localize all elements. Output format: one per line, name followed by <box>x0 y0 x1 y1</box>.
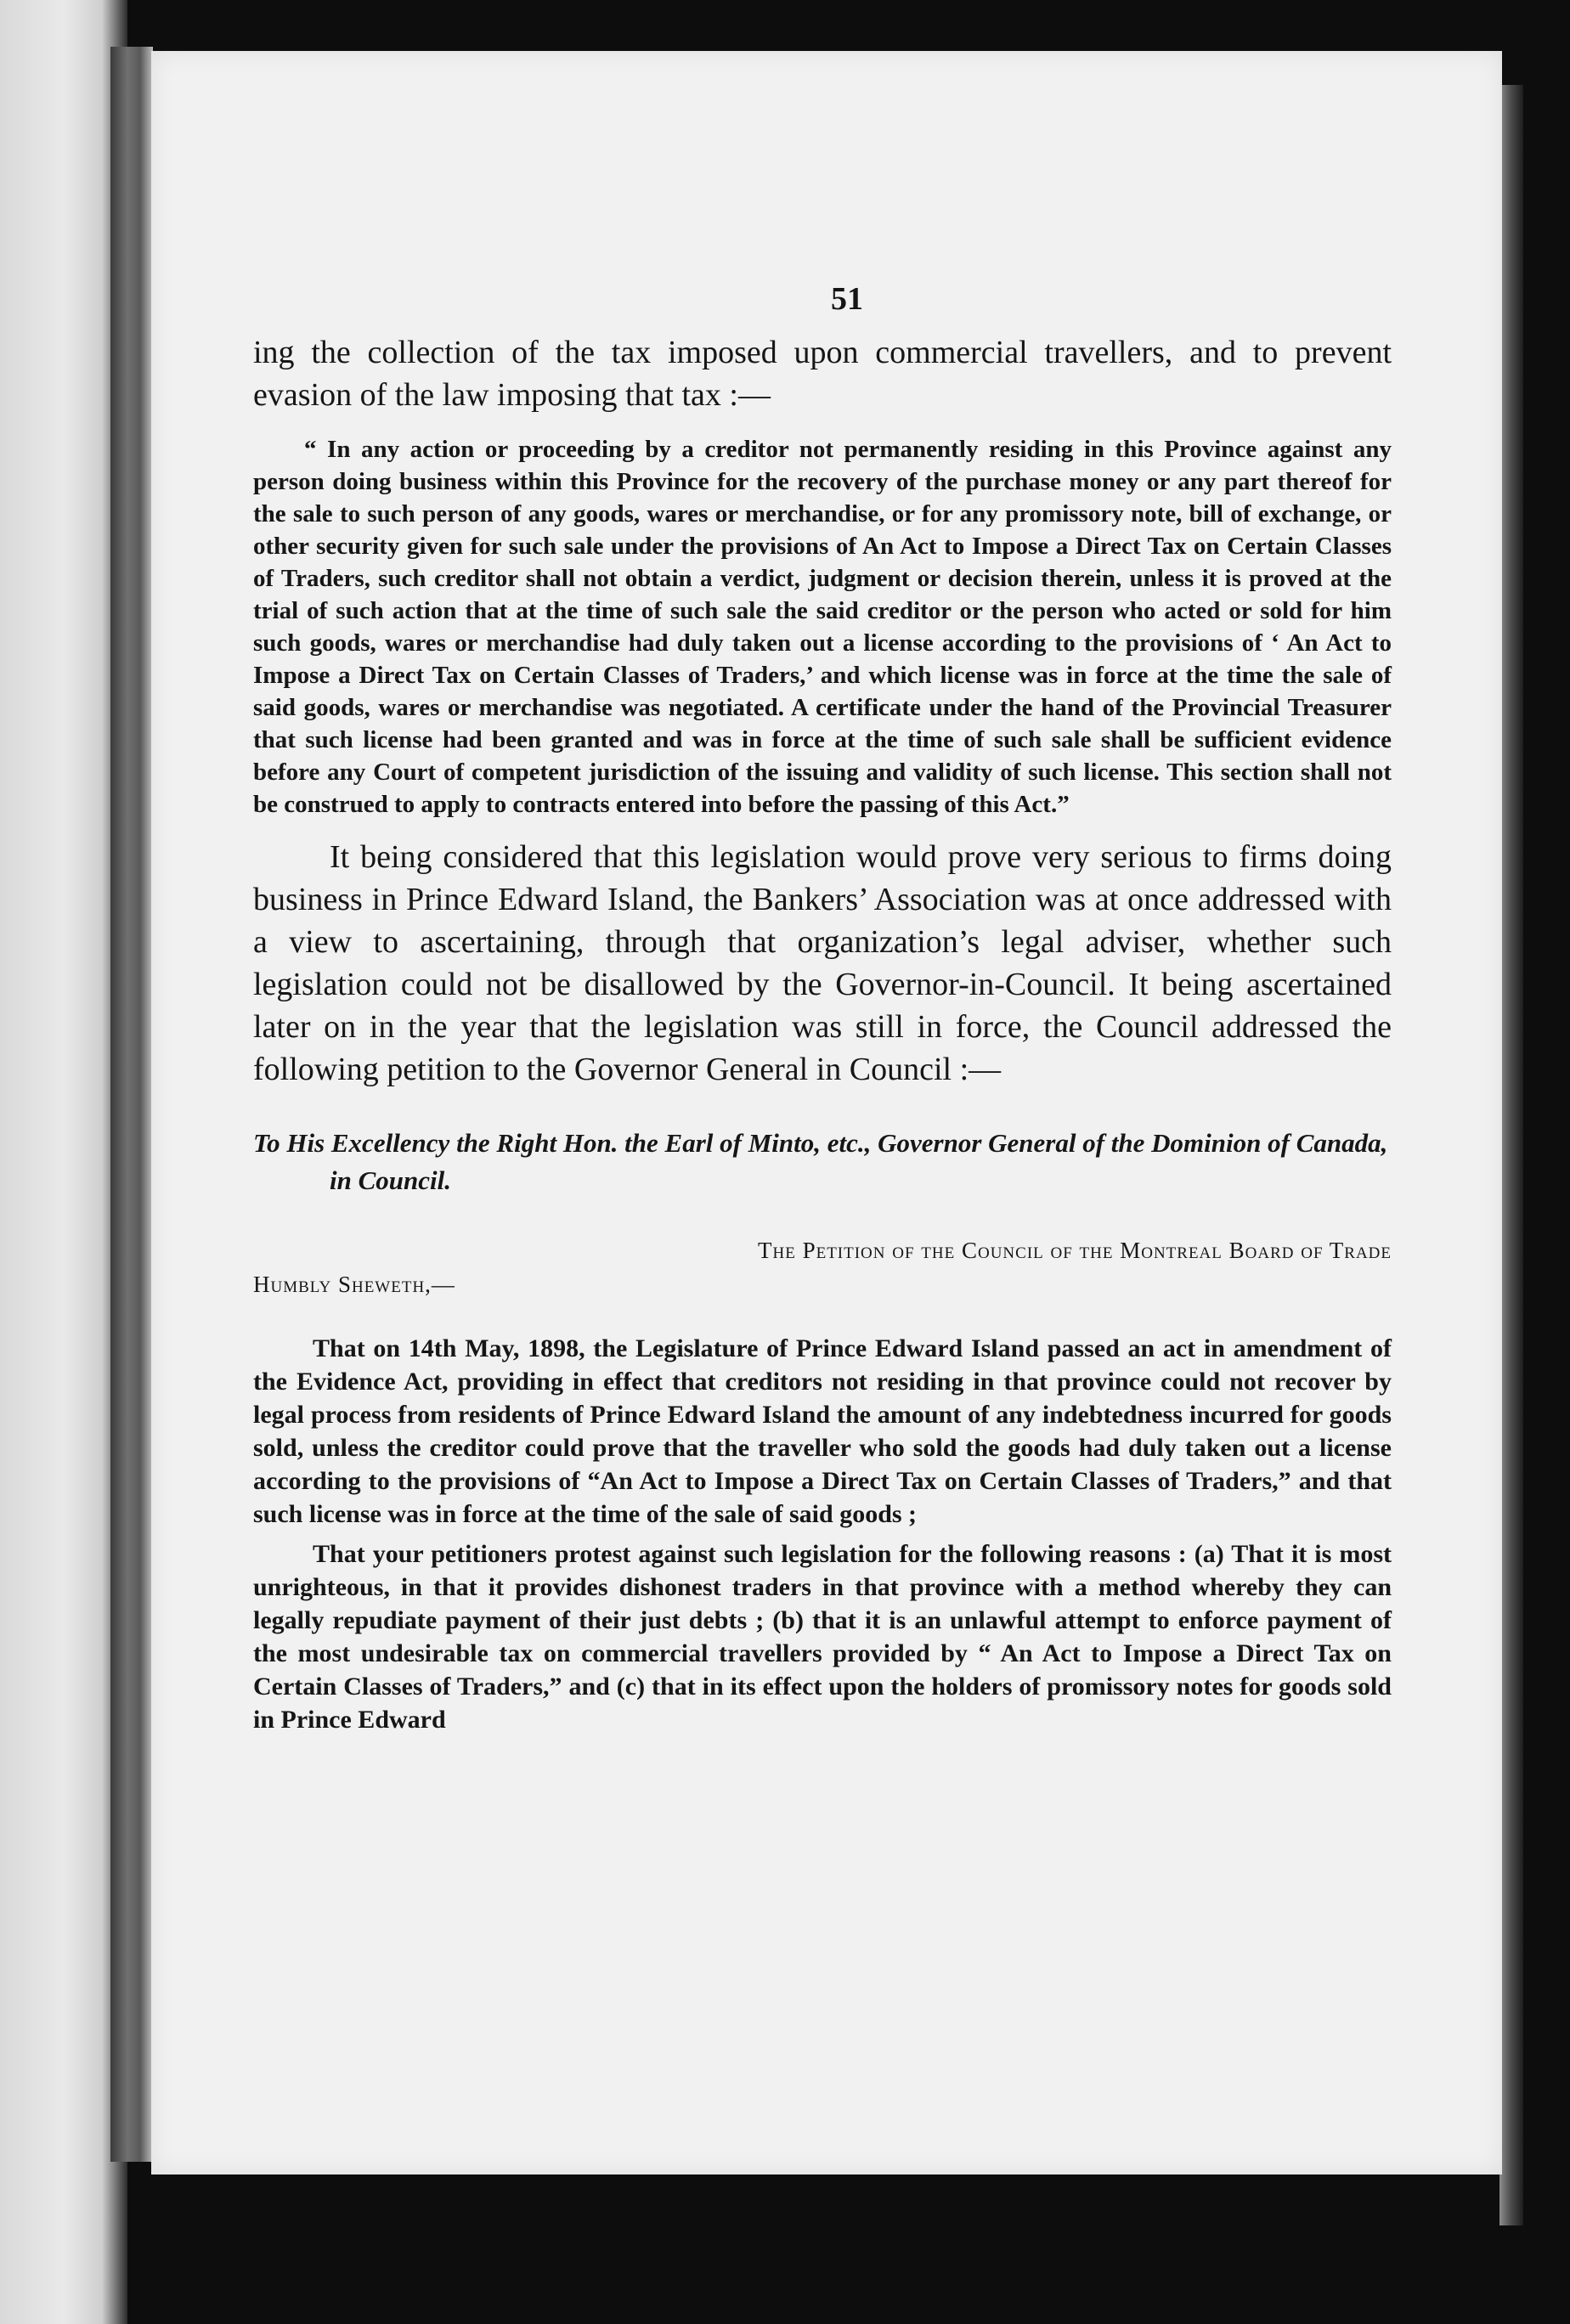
petition-paragraph: That on 14th May, 1898, the Legislature of Prince Edward Island passed an act in amendment of the Evidence Act, providing in effect that creditors not residing in that province could not recover by legal process from residents of Prince Edward Island the amount of any indebtedness incurred for goods sold, unless the creditor could prove that the traveller who sold the goods had duly taken out a license according to the provisions of “An Act to Impose a Direct Tax on Certain Classes of Traders,” and that such license was in force at the time of the sale of said goods ; <box>253 1334 1392 1528</box>
book-page <box>151 51 1502 2175</box>
lead-paragraph: ing the collection of the tax imposed upon commercial travellers, and to prevent evasion of the law imposing that tax :— <box>253 335 1392 413</box>
page-number: 51 <box>831 281 863 317</box>
petition-title: The Petition of the Council of the Montreal Board of Trade <box>758 1238 1392 1263</box>
quoted-act: “ In any action or proceeding by a creditor not permanently residing in this Province against any person doing business within this Province for the recovery of the purchase money or any part thereof for the sale to such person of any goods, wares or merchandise, or for any promissory note, bill of exchange, or other security given for such sale under the provisions of An Act to Impose a Direct Tax on Certain Classes of Traders, such creditor shall not obtain a verdict, judgment or decision therein, unless it is proved at the trial of such action that at the time of such sale the said creditor or the person who acted or sold for him such goods, wares or merchandise had duly taken out a license according to the provisions of ‘ An Act to Impose a Direct Tax on Certain Classes of Traders,’ and which license was in force at the time the sale of said goods, wares or merchandise was negotiated. A certificate under the hand of the Provincial Treasurer that such license had been granted and was in force at the time of such sale shall be sufficient evidence before any Court of competent jurisdiction of the issuing and validity of such license. This section shall not be construed to apply to contracts entered into before the passing of this Act.” <box>253 436 1392 818</box>
book-spine-shadow <box>110 47 153 2162</box>
petition-address: To His Excellency the Right Hon. the Earl of Minto, etc., Governor General of the Dominion of Canada, in Council. <box>253 1128 1388 1195</box>
page-edge <box>1499 85 1523 2225</box>
body-paragraph: It being considered that this legislation would prove very serious to firms doing business in Prince Edward Island, the Bankers’ Association was at once addressed with a view to ascertaining, through that organization’s legal adviser, whether such legislation could not be disallowed by the Governor-in-Council. It being ascertained later on in the year that the legislation was still in force, the Council addressed the following petition to the Governor General in Council :— <box>253 839 1392 1087</box>
book-gutter <box>0 0 127 2324</box>
petition-salutation: Humbly Sheweth,— <box>253 1272 455 1297</box>
petition-paragraph: That your petitioners protest against such legislation for the following reasons : (a) That it is most unrighteous, in that it provides dishonest traders in that province with a method whereby they can legally repudiate payment of their just debts ; (b) that it is an unlawful attempt to enforce payment of the most undesirable tax on commercial travellers provided by “ An Act to Impose a Direct Tax on Certain Classes of Traders,” and (c) that in its effect upon the holders of promissory notes for goods sold in Prince Edward <box>253 1540 1392 1734</box>
page-content <box>253 331 1392 1743</box>
